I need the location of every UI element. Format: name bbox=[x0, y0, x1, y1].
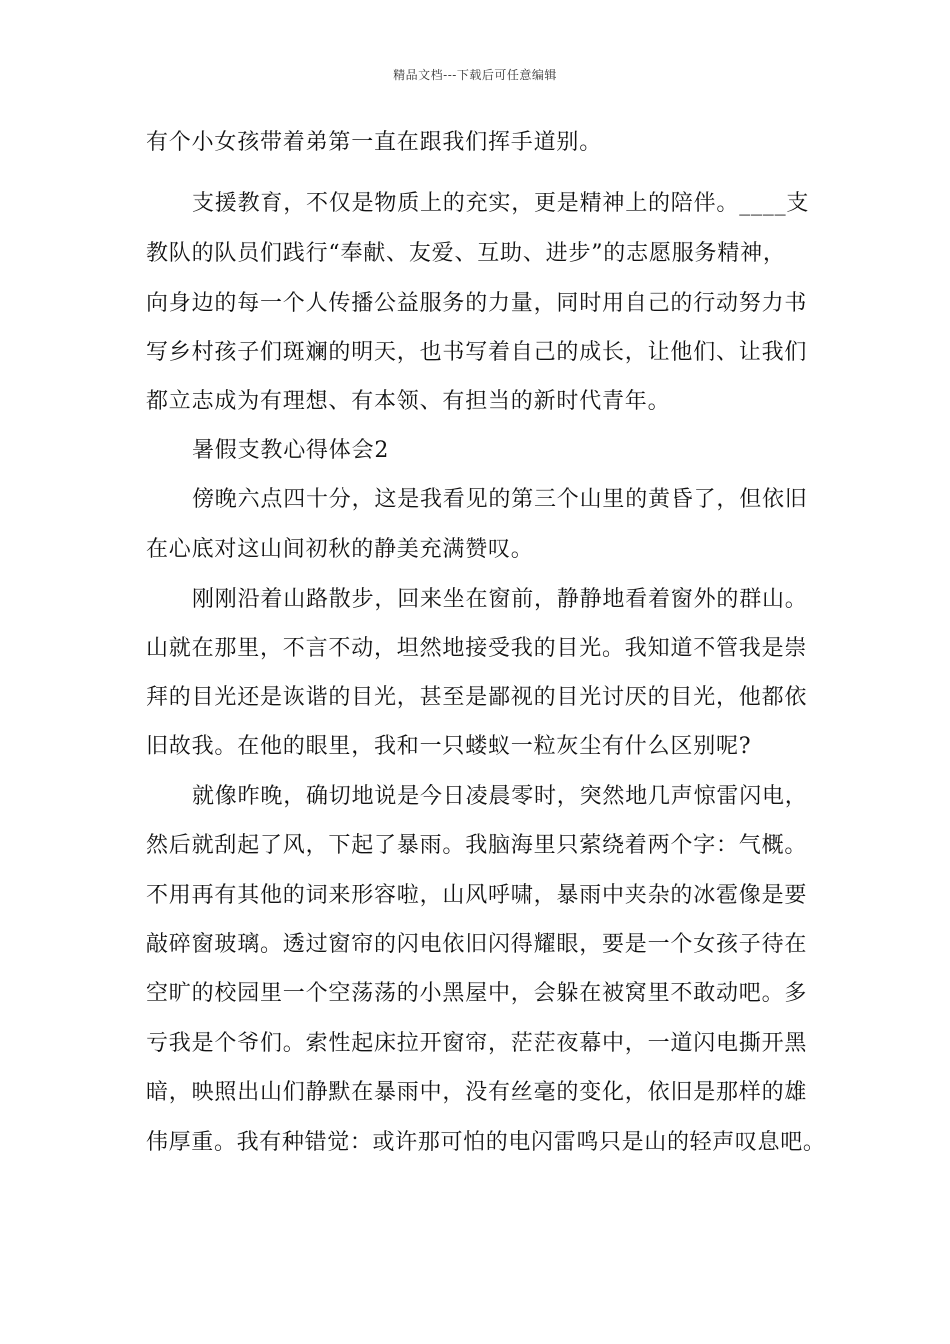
text-line: 向身边的每一个人传播公益服务的力量，同时用自己的行动努力书 bbox=[146, 291, 808, 316]
text-line: 空旷的校园里一个空荡荡的小黑屋中，会躲在被窝里不敢动吧。多 bbox=[146, 981, 808, 1006]
text-line: 写乡村孩子们斑斓的明天，也书写着自己的成长，让他们、让我们 bbox=[146, 340, 808, 365]
text-line: 有个小女孩带着弟第一直在跟我们挥手道别。 bbox=[146, 130, 603, 155]
text-line: 教队的队员们践行“奉献、友爱、互助、进步”的志愿服务精神， bbox=[146, 241, 786, 266]
text-line: 旧故我。在他的眼里，我和一只蝼蚁一粒灰尘有什么区别呢? bbox=[146, 734, 752, 759]
page-header: 精品文档---下载后可任意编辑 bbox=[393, 68, 557, 82]
paragraph-start-line: 傍晚六点四十分，这是我看见的第三个山里的黄昏了，但依旧 bbox=[192, 487, 808, 512]
text-line: 亏我是个爷们。索性起床拉开窗帘，茫茫夜幕中，一道闪电撕开黑 bbox=[146, 1031, 808, 1056]
text-line: 敲碎窗玻璃。透过窗帘的闪电依旧闪得耀眼，要是一个女孩子待在 bbox=[146, 932, 808, 957]
paragraph-start-line: 就像昨晚，确切地说是今日凌晨零时，突然地几声惊雷闪电， bbox=[192, 784, 808, 809]
text-line: 山就在那里，不言不动，坦然地接受我的目光。我知道不管我是崇 bbox=[146, 636, 808, 661]
text-line: 然后就刮起了风，下起了暴雨。我脑海里只萦绕着两个字：气概。 bbox=[146, 833, 808, 858]
section-heading: 暑假支教心得体会2 bbox=[192, 438, 390, 463]
text-line: 伟厚重。我有种错觉：或许那可怕的电闪雷鸣只是山的轻声叹息吧。 bbox=[146, 1130, 826, 1155]
text-line: 都立志成为有理想、有本领、有担当的新时代青年。 bbox=[146, 389, 671, 414]
text-line: 不用再有其他的词来形容啦，山风呼啸，暴雨中夹杂的冰雹像是要 bbox=[146, 883, 808, 908]
text-line: 在心底对这山间初秋的静美充满赞叹。 bbox=[146, 537, 534, 562]
text-line: 拜的目光还是诙谐的目光，甚至是鄙视的目光讨厌的目光，他都依 bbox=[146, 685, 808, 710]
paragraph-start-line: 刚刚沿着山路散步，回来坐在窗前，静静地看着窗外的群山。 bbox=[192, 587, 808, 612]
paragraph-start-line: 支援教育，不仅是物质上的充实，更是精神上的陪伴。____支 bbox=[192, 191, 810, 216]
text-line: 暗，映照出山们静默在暴雨中，没有丝毫的变化，依旧是那样的雄 bbox=[146, 1080, 808, 1105]
